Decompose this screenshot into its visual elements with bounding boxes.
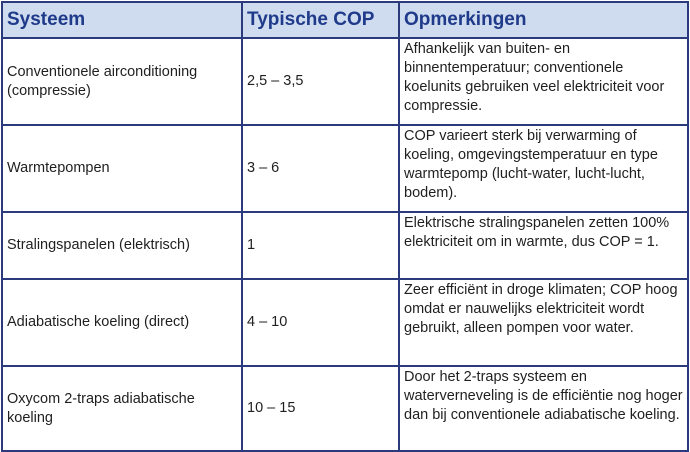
- table-row: [2, 38, 688, 125]
- table-row: [2, 125, 688, 212]
- table-row: [2, 366, 688, 451]
- cell-system: Oxycom 2-traps adiabatische koeling: [2, 366, 242, 451]
- cell-notes: Zeer efficiënt in droge klimaten; COP hoog omdat er nauwelijks elektriciteit wordt gebruikt, alleen pompen voor water.: [399, 279, 688, 366]
- cell-cop: 2,5 – 3,5: [242, 38, 399, 125]
- table-header: [2, 2, 688, 38]
- cell-cop: 3 – 6: [242, 125, 399, 212]
- cell-cop: 10 – 15: [242, 366, 399, 451]
- table-row: [2, 279, 688, 366]
- cell-system: Adiabatische koeling (direct): [2, 279, 242, 366]
- cell-cop: 1: [242, 212, 399, 279]
- cop-comparison-table: [1, 1, 689, 452]
- header-row: [2, 2, 688, 38]
- cell-system: Warmtepompen: [2, 125, 242, 212]
- cell-system: Stralingspanelen (elektrisch): [2, 212, 242, 279]
- header-typical-cop: Typische COP: [242, 2, 399, 38]
- header-notes: Opmerkingen: [399, 2, 688, 38]
- header-system: Systeem: [2, 2, 242, 38]
- cell-system: Conventionele airconditioning (compressie): [2, 38, 242, 125]
- cell-notes: Elektrische stralingspanelen zetten 100% elektriciteit om in warmte, dus COP = 1.: [399, 212, 688, 279]
- table-row: [2, 212, 688, 279]
- cell-notes: COP varieert sterk bij verwarming of koeling, omgevingstemperatuur en type warmtepomp (lucht-water, lucht-lucht, bodem).: [399, 125, 688, 212]
- table-body: [2, 38, 688, 451]
- cell-notes: Afhankelijk van buiten- en binnentemperatuur; conventionele koelunits gebruiken veel elektriciteit voor compressie.: [399, 38, 688, 125]
- cell-cop: 4 – 10: [242, 279, 399, 366]
- cell-notes: Door het 2-traps systeem en waterverneveling is de efficiëntie nog hoger dan bij conventionele adiabatische koeling.: [399, 366, 688, 451]
